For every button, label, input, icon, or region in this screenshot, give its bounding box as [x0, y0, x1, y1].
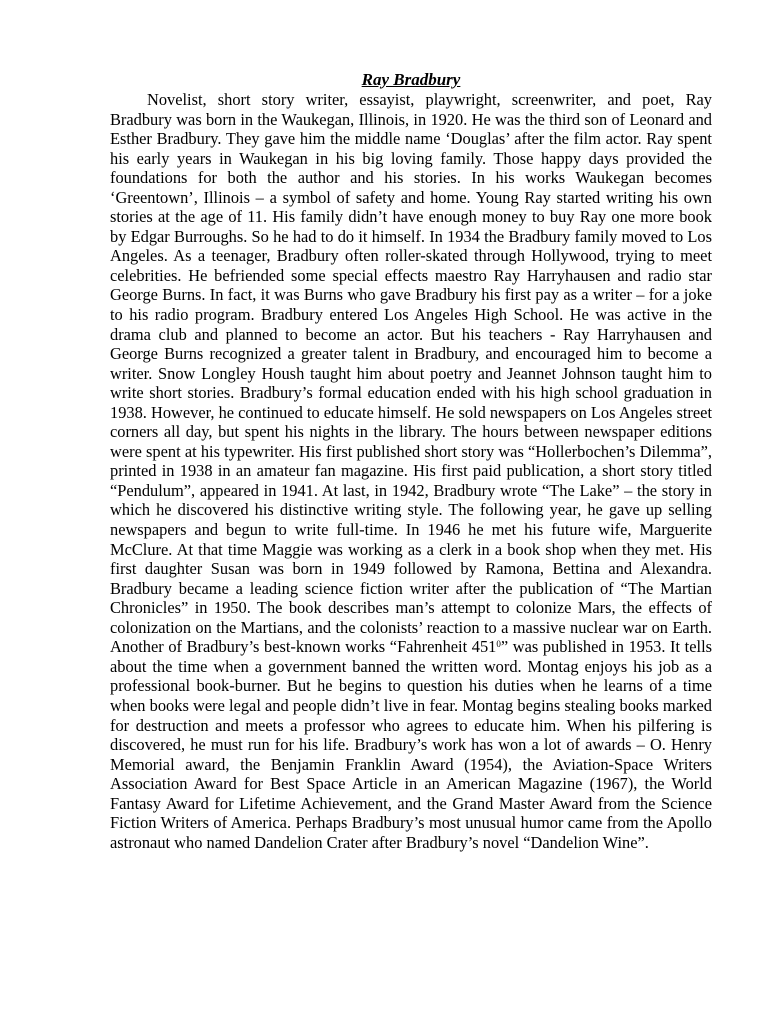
body-text-part-1: Novelist, short story writer, essayist, playwright, screenwriter, and poet, Ray Bradbury was born in the Waukegan, Illinois, in 1920. He was the third son of Leonard and Esther Bradbury. They gave him the middle name ‘Douglas’ after the film actor. Ray spent his early years in Waukegan in his big loving family. Those happy days provided the foundations for both the author and his stories. In his works Waukegan becomes ‘Greentown’, Illinois – a symbol of safety and home. Young Ray started writing his own stories at the age of 11. His family didn’t have enough money to buy Ray one more book by Edgar Burroughs. So he had to do it himself. In 1934 the Bradbury family moved to Los Angeles. As a teenager, Bradbury often roller-skated through Hollywood, trying to meet celebrities. He befriended some special effects maestro Ray Harryhausen and radio star George Burns. In fact, it was Burns who gave Bradbury his first pay as a writer – for a joke to his radio program. Bradbury entered Los Angeles High School. He was active in the drama club and planned to become an actor. But his teachers - Ray Harryhausen and George Burns recognized a greater talent in Bradbury, and encouraged him to become a writer. Snow Longley Housh taught him about poetry and Jeannet Johnson taught him to write short stories. Bradbury’s formal education ended with his high school graduation in 1938. However, he continued to educate himself. He sold newspapers on Los Angeles street corners all day, but spent his nights in the library. The hours between newspaper editions were spent at his typewriter. His first published short story was “Hollerbochen’s Dilemma”, printed in 1938 in an amateur fan magazine. His first paid publication, a short story titled “Pendulum”, appeared in 1941. At last, in 1942, Bradbury wrote “The Lake” – the story in which he discovered his distinctive writing style. The following year, he gave up selling newspapers and begun to write full-time. In 1946 he met his future wife, Marguerite McClure. At that time Maggie was working as a clerk in a book shop when they met. His first daughter Susan was born in 1949 followed by Ramona, Bettina and Alexandra. Bradbury became a leading science fiction writer after the publication of “The Martian Chronicles” in 1950. The book describes man’s attempt to colonize Mars, the effects of colonization on the Martians, and the colonists’ reaction to a massive nuclear war on Earth. Another of Bradbury’s best-known works “Fahrenheit 451 — [110, 90, 712, 657]
document-title: Ray Bradbury — [361, 70, 461, 89]
document-page — [110, 70, 712, 852]
document-body — [110, 90, 712, 852]
body-text-part-2: ” was published in 1953. It tells about the time when a government banned the written word. Montag enjoys his job as a professional book-burner. But he begins to question his duties when he learns of a time when books were legal and people didn’t live in fear. Montag begins stealing books marked for destruction and meets a professor who agrees to educate him. When his pilfering is discovered, he must run for his life. Bradbury’s work has won a lot of awards – O. Henry Memorial award, the Benjamin Franklin Award (1954), the Aviation-Space Writers Association Award for Best Space Article in an American Magazine (1967), the World Fantasy Award for Lifetime Achievement, and the Grand Master Award from the Science Fiction Writers of America. Perhaps Bradbury’s most unusual humor came from the Apollo astronaut who named Dandelion Crater after Bradbury’s novel “Dandelion Wine”. — [110, 637, 712, 852]
superscript-mark: 0 — [496, 639, 501, 650]
